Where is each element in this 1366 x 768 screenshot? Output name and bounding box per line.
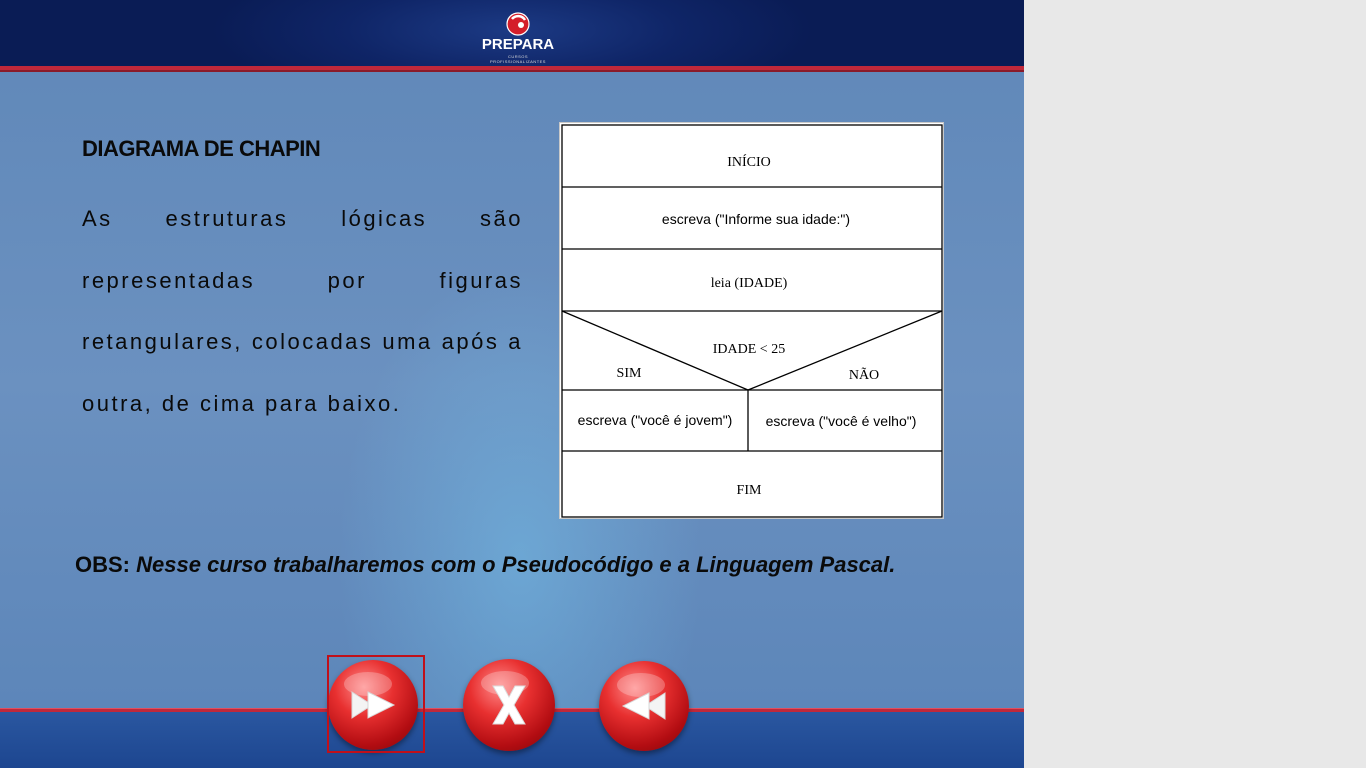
diagram-start: INÍCIO [727,155,771,170]
diagram-no-label: NÃO [848,368,880,383]
diagram-read: leia (IDADE) [710,276,788,291]
obs-text: Nesse curso trabalharemos com o Pseudocódigo e a Linguagem Pascal. [136,552,896,577]
diagram-yes-label: SIM [616,366,642,381]
diagram-border [562,125,942,517]
obs-label: OBS: [75,552,130,577]
slide-title: DIAGRAMA DE CHAPIN [82,136,321,161]
diagram-write-prompt: escreva ("Informe sua idade:") [661,211,851,227]
arrow-right-icon [328,660,418,750]
diagram-end: FIM [736,483,762,498]
slide-body-text: As estruturas lógicas são representadas por figuras retangulares, colocadas uma após a outra, de cima para baixo. [82,206,523,416]
diagram-no-action: escreva ("você é velho") [765,413,917,429]
close-icon [463,659,555,751]
chapin-diagram [559,122,944,519]
logo-text: PREPARA [481,36,555,53]
prev-button[interactable] [599,661,689,751]
diagram-condition: IDADE < 25 [712,342,786,357]
logo-subtext: CURSOS PROFISSIONALIZANTES [490,54,546,64]
close-button[interactable] [463,659,555,751]
next-button[interactable] [328,660,418,750]
obs-note [75,550,955,580]
empty-side-panel [1024,0,1366,768]
header-divider [0,66,1024,70]
prepara-logo [478,10,558,62]
diagram-yes-action: escreva ("você é jovem") [577,412,733,428]
arrow-left-icon [599,661,689,751]
